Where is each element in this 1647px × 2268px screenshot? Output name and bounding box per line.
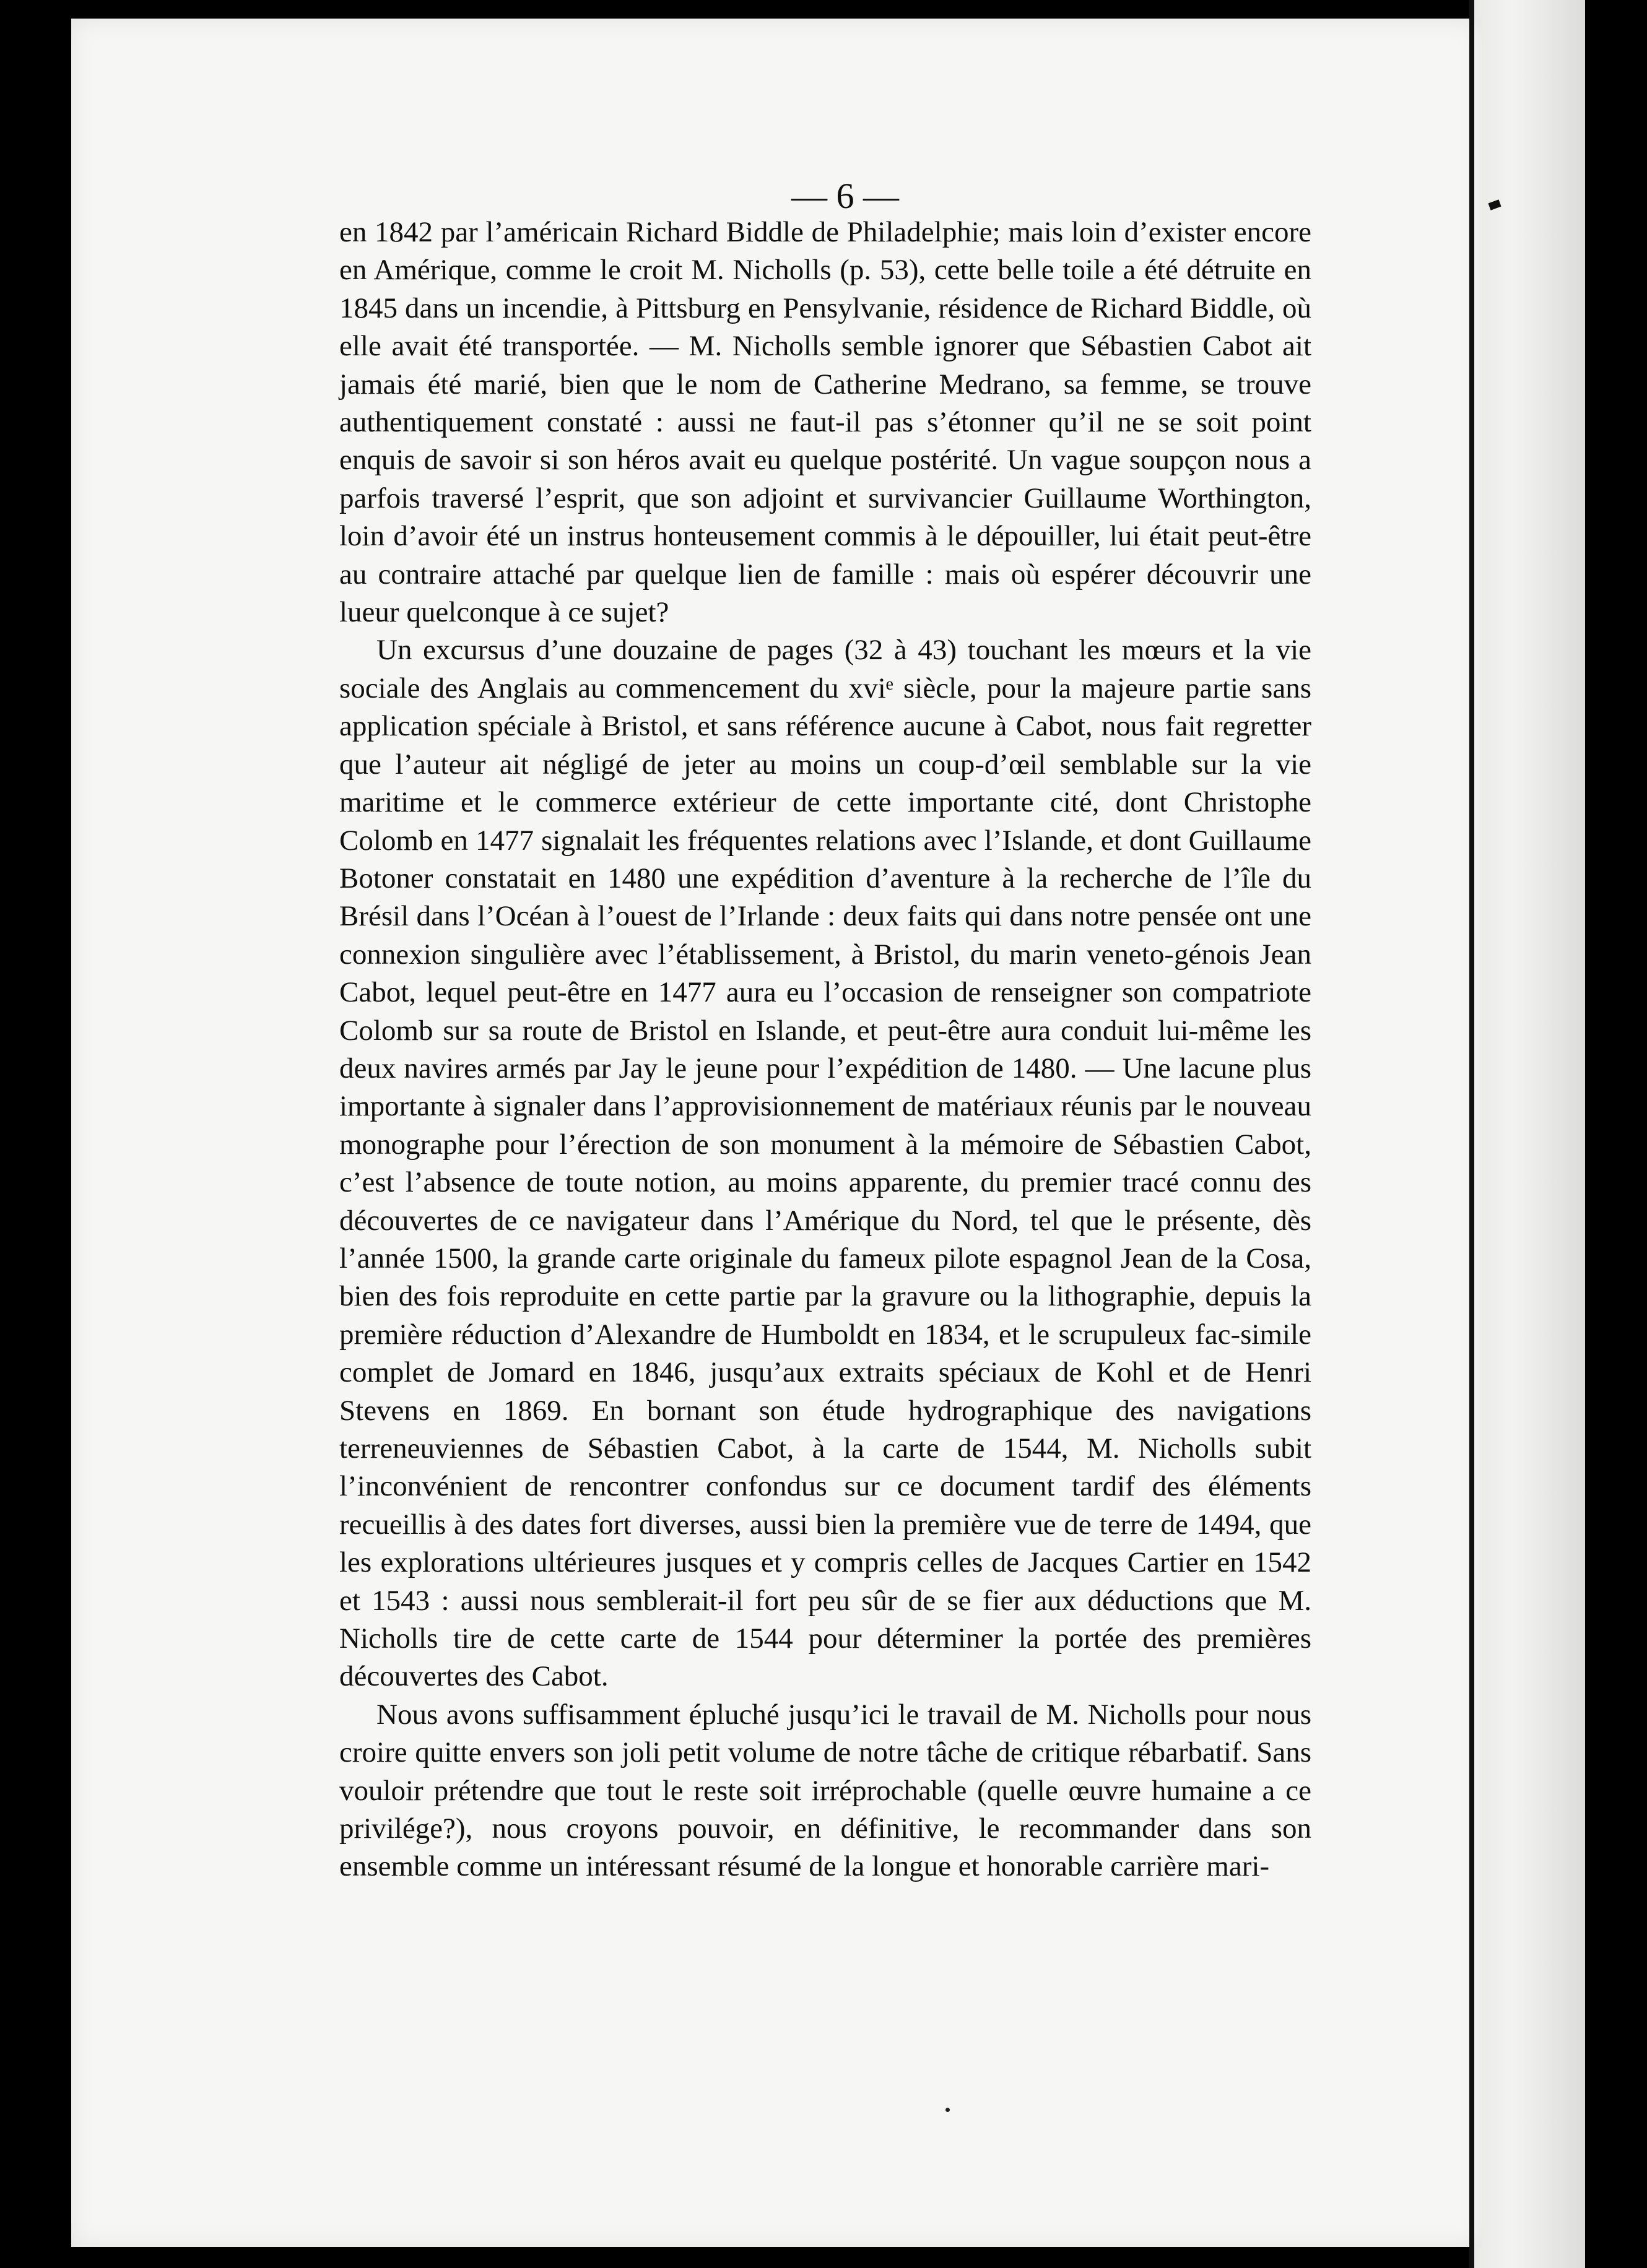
paragraph-2: Un excursus d’une douzaine de pages (32 à 43) touchant les mœurs et la vie sociale des Anglais au commencement du xviᵉ siècle, pour la majeure partie sans application spéciale à Bristol, et sans référence aucune à Cabot, nous fait regretter que l’auteur ait négligé de jeter au moins un coup-d’œil semblable sur la vie maritime et le commerce extérieur de cette importante cité, dont Christophe Colomb en 1477 signalait les fréquentes relations avec l’Islande, et dont Guillaume Botoner constatait en 1480 une expédition d’aventure à la recherche de l’île du Brésil dans l’Océan à l’ouest de l’Irlande : deux faits qui dans notre pensée ont une connexion singulière avec l’établissement, à Bristol, du marin veneto-génois Jean Cabot, lequel peut-être en 1477 aura eu l’occasion de renseigner son compatriote Colomb sur sa route de Bristol en Islande, et peut-être aura conduit lui-même les deux navires armés par Jay le jeune pour l’expédition de 1480. — Une lacune plus importante à signaler dans l’approvisionnement de matériaux réunis par le nouveau monographe pour l’érection de son monument à la mémoire de Sébastien Cabot, c’est l’absence de toute notion, au moins apparente, du premier tracé connu des découvertes de ce navigateur dans l’Amérique du Nord, tel que le présente, dès l’année 1500, la grande carte originale du fameux pilote espagnol Jean de la Cosa, bien des fois reproduite en cette partie par la gravure ou la lithographie, depuis la première réduction d’Alexandre de Humboldt en 1834, et le scrupuleux fac-simile complet de Jomard en 1846, jusqu’aux extraits spéciaux de Kohl et de Henri Stevens en 1869. En bornant son étude hydrographique des navigations terreneuviennes de Sébastien Cabot, à la carte de 1544, M. Nicholls subit l’inconvénient de rencontrer confondus sur ce document tardif des éléments recueillis à des dates fort diverses, aussi bien la première vue de terre de 1494, que les explorations ultérieures jusques et y compris celles de Jacques Cartier en 1542 et 1543 : aussi nous semblerait-il fort peu sûr de se fier aux déductions que M. Nicholls tire de cette carte de 1544 pour déterminer la portée des premières découvertes des Cabot. — [339, 634, 1311, 1693]
body-text — [339, 214, 1311, 1886]
paragraph-1: en 1842 par l’américain Richard Biddle de Philadelphie; mais loin d’exister encore en Amérique, comme le croit M. Nicholls (p. 53), cette belle toile a été détruite en 1845 dans un incendie, à Pittsburg en Pensylvanie, résidence de Richard Biddle, où elle avait été transportée. — M. Nicholls semble ignorer que Sébastien Cabot ait jamais été marié, bien que le nom de Catherine Medrano, sa femme, se trouve authentiquement constaté : aussi ne faut-il pas s’étonner qu’il ne se soit point enquis de savoir si son héros avait eu quelque postérité. Un vague soupçon nous a parfois traversé l’esprit, que son adjoint et survivancier Guillaume Worthington, loin d’avoir été un instrus honteusement commis à le dépouiller, lui était peut-être au contraire attaché par quelque lien de famille : mais où espérer découvrir une lueur quelconque à ce sujet? — [339, 216, 1311, 629]
page-number: — 6 — — [791, 176, 899, 216]
paragraph-3: Nous avons suffisamment épluché jusqu’ici le travail de M. Nicholls pour nous croire quitte envers son joli petit volume de notre tâche de critique rébarbatif. Sans vouloir prétendre que tout le reste soit irréprochable (quelle œuvre humaine a ce privilége?), nous croyons pouvoir, en définitive, le recommander dans son ensemble comme un intéressant résumé de la longue et honorable carrière mari- — [339, 1698, 1311, 1883]
adjacent-page-edge — [1474, 0, 1585, 2268]
ink-speck — [945, 2108, 950, 2112]
page-fold-shadow — [1469, 0, 1474, 2268]
